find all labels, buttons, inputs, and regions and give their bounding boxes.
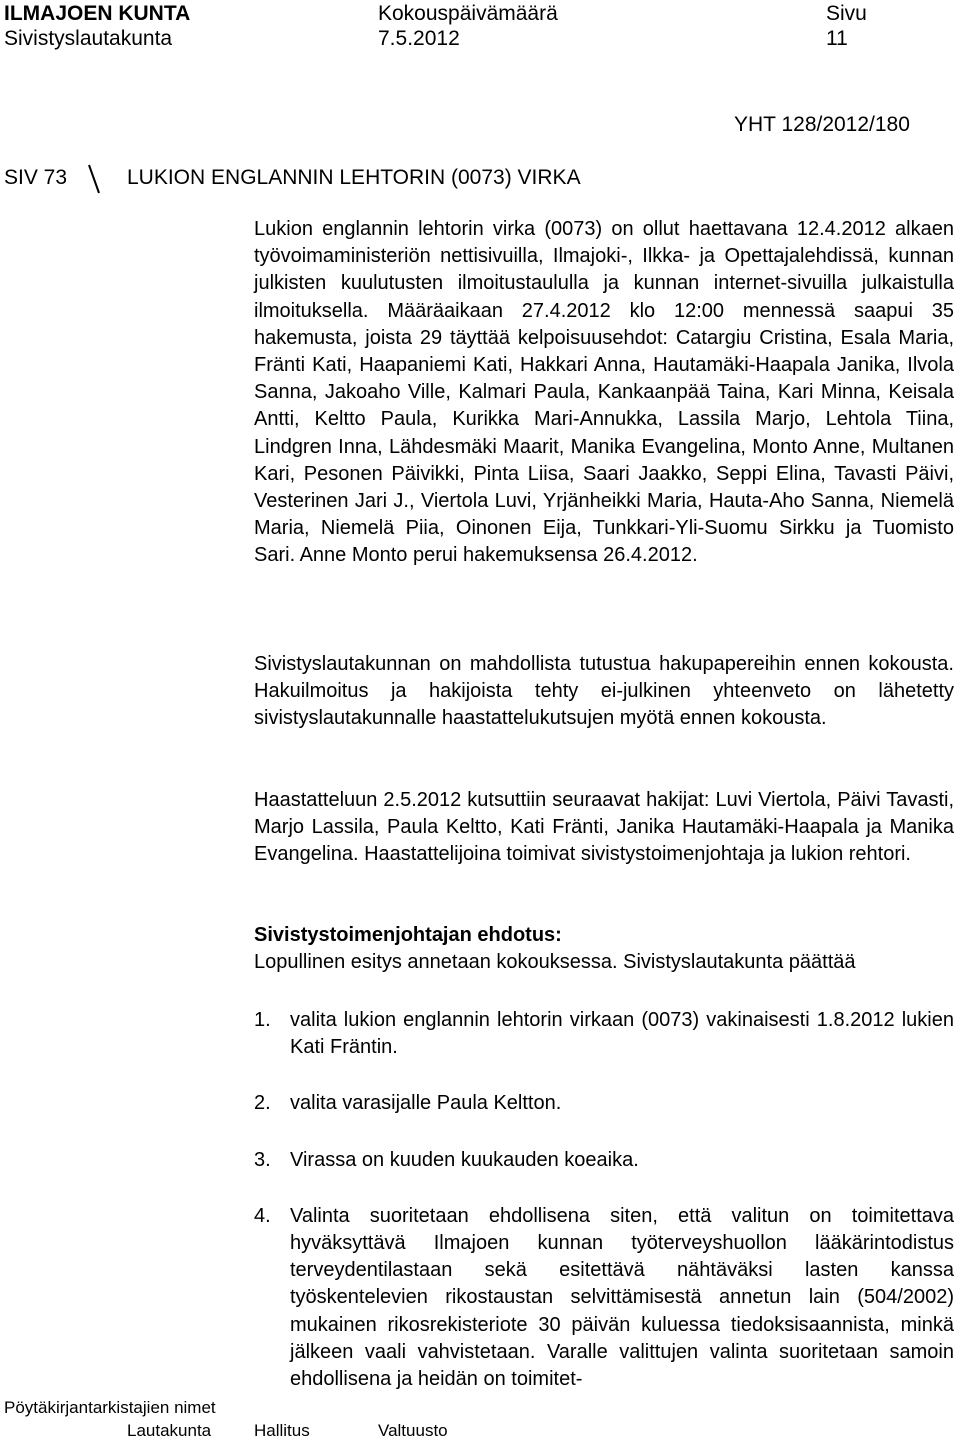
section-title: LUKION ENGLANNIN LEHTORIN (0073) VIRKA	[127, 166, 581, 189]
decision-item-number: 2.	[254, 1092, 271, 1115]
footer-body-executive: Hallitus	[254, 1421, 310, 1440]
decision-item-number: 1.	[254, 1009, 271, 1031]
reference-number: YHT 128/2012/180	[734, 113, 910, 136]
meeting-date: 7.5.2012	[378, 27, 460, 50]
decision-item-text: valita varasijalle Paula Keltton.	[290, 1092, 562, 1115]
decision-item-number: 4.	[254, 1204, 271, 1227]
footer-body-board: Lautakunta	[127, 1421, 212, 1440]
footer-body-council: Valtuusto	[378, 1421, 448, 1440]
application-paragraph: Lukion englannin lehtorin virka (0073) on ollut haettavana 12.4.2012 alkaen työvoimaministeriön nettisivuilla, Ilmajoki-, Ilkka- ja Opettajalehdissä, kunnan julkisten kuulutusten ilmoitustaululla ja kunnan internet-sivuilla julkaistulla ilmoituksella. Määräaikaan 27.4.2012 klo 12:00 mennessä saapui 35 hakemusta, joista 29 täyttää kelpoisuusehdot: Catargiu Cristina, Esala Maria, Fränti Kati, Haapaniemi Kati, Hakkari Anna, Hautamäki-Haapala Janika, Ilvola Sanna, Jakoaho Ville, Kalmari Paula, Kankaanpää Taina, Kari Minna, Keisala Antti, Keltto Paula, Kurikka Mari-Annukka, Lassila Marjo, Lehtola Tiina, Lindgren Inna, Lähdesmäki Maarit, Manika Evangelina, Monto Anne, Multanen Kari, Pesonen Päivikki, Pinta Liisa, Saari Jaakko, Seppi Elina, Tavasti Päivi, Vesterinen Jari J., Viertola Luvi, Yrjänheikki Maria, Hauta-Aho Sanna, Niemelä Maria, Niemelä Piia, Oinonen Eija, Tunkkari-Yli-Suomu Sirkku ja Tuomisto Sari. Anne Monto perui hakemuksensa 26.4.2012.	[254, 218, 954, 567]
proposal-heading: Sivistystoimenjohtajan ehdotus:	[254, 924, 562, 946]
decision-item-number: 3.	[254, 1148, 271, 1171]
section-sign-icon	[84, 163, 104, 195]
decision-item-text: Valinta suoritetaan ehdollisena siten, että valitun on toimitettava hyväksyttävä Ilmajoen kunnan työterveyshuollon lääkärintodistus terveydentilastaan sekä esitettävä nähtäväksi lasten kanssa työskentelevien rikostaustan selvittämisestä annetun lain (504/2002) mukainen rikosrekisteriote 30 päivän kuluessa tiedoksisaannista, minkä jälkeen vaali vahvistetaan. Varalle valittujen valinta suoritetaan samoin ehdollisena ja heidän on toimitet-	[290, 1204, 954, 1391]
documents-paragraph: Sivistyslautakunnan on mahdollista tutustua hakupapereihin ennen kokousta. Hakuilmoitus ja hakijoista tehty ei-julkinen yhteenveto on lähetetty sivistyslautakunnalle haastattelukutsujen myötä ennen kokousta.	[254, 653, 954, 730]
page-label: Sivu	[826, 2, 867, 25]
body-text	[254, 216, 954, 570]
decision-list	[254, 1007, 954, 1393]
proposal-section	[254, 922, 954, 976]
interview-text	[254, 787, 954, 869]
page-number: 11	[826, 27, 848, 50]
decision-item	[254, 1147, 954, 1174]
info-text	[254, 651, 954, 733]
decision-item	[254, 1090, 954, 1117]
signature-label: Pöytäkirjantarkistajien nimet	[4, 1398, 216, 1417]
municipality-name: ILMAJOEN KUNTA	[4, 2, 191, 25]
date-label: Kokouspäivämäärä	[378, 2, 558, 25]
committee-name: Sivistyslautakunta	[4, 27, 173, 50]
proposal-intro: Lopullinen esitys annetaan kokouksessa. Sivistyslautakunta päättää	[254, 951, 856, 974]
decision-item-text: Virassa on kuuden kuukauden koeaika.	[290, 1148, 639, 1171]
interview-paragraph: Haastatteluun 2.5.2012 kutsuttiin seuraavat hakijat: Luvi Viertola, Päivi Tavasti, Marjo Lassila, Paula Keltto, Kati Fränti, Janika Hautamäki-Haapala ja Manika Evangelina. Haastattelijoina toimivat sivistystoimenjohtaja ja lukion rehtori.	[254, 789, 954, 866]
decision-item-text: valita lukion englannin lehtorin virkaan (0073) vakinaisesti 1.8.2012 lukien Kati Fräntin.	[290, 1009, 954, 1059]
section-number: SIV 73	[4, 166, 68, 189]
decision-item	[254, 1007, 954, 1061]
decision-item	[254, 1203, 954, 1393]
